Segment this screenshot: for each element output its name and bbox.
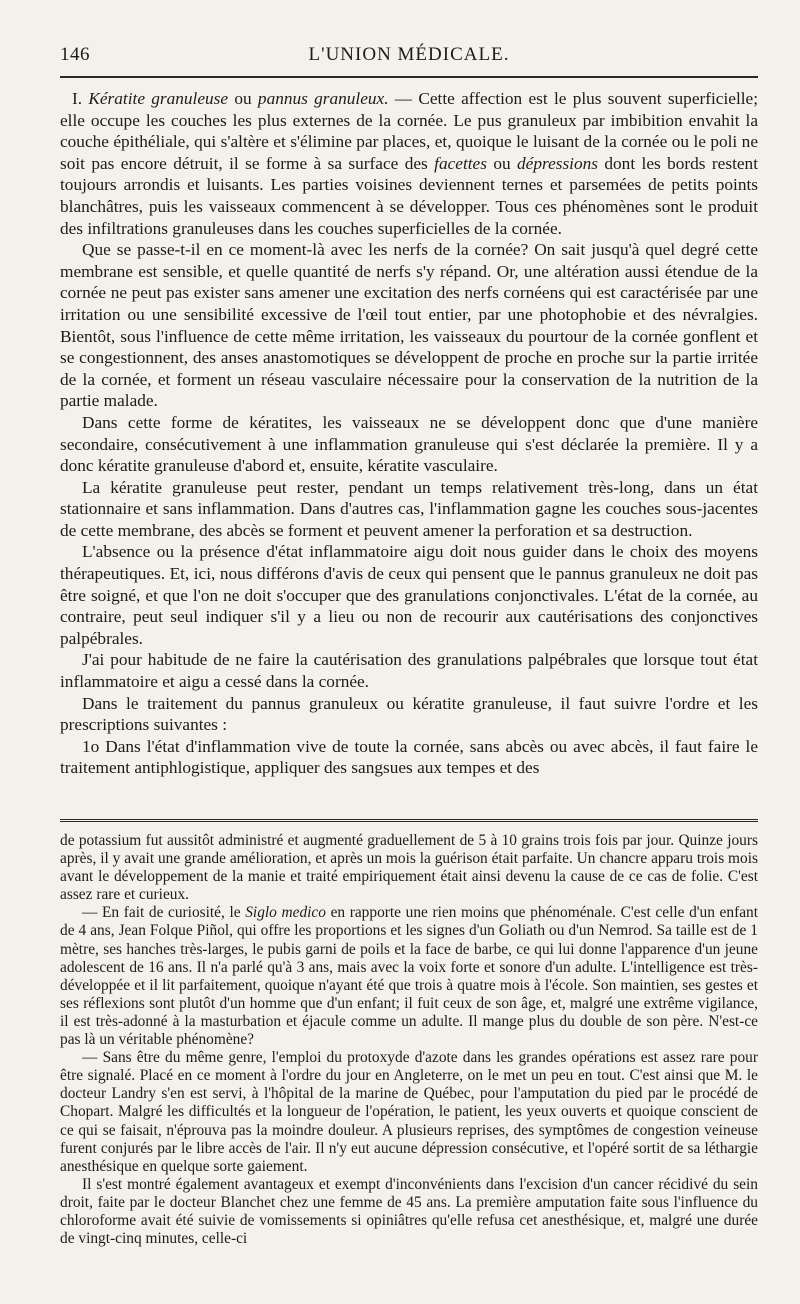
paragraph-inflammation-vive: 1o Dans l'état d'inflammation vive de toute la cornée, sans abcès ou avec abcès, il faut faire le traitement antiphlogistique, appliquer des sangsues aux tempes et des <box>60 736 758 778</box>
text-span: ou <box>228 89 258 108</box>
main-text <box>60 88 758 779</box>
text-span: ou <box>486 153 518 173</box>
paragraph-keratite-granuleuse <box>60 88 758 239</box>
paragraph-traitement: Dans le traitement du pannus granuleux ou kératite granuleuse, il faut suivre l'ordre et les prescriptions suivantes : <box>60 693 758 735</box>
page-number: 146 <box>60 44 90 65</box>
paragraph-cauterisation: J'ai pour habitude de ne faire la cautérisation des granulations palpébrales que lorsque tout état inflammatoire et aigu a cessé dans la cornée. <box>60 650 758 692</box>
text-span: — Cette affection est le plus souvent superficielle; elle occupe les couches les plus externes de la cornée. Le pus granuleux par imbibition envahit la couche épithéliale, qui s'altère et s'élimine par places, et, quoique le luisant de la cornée ou le poli ne soit pas encore détruit, il se forme à sa surface des <box>60 89 759 173</box>
footnote-rule <box>60 819 758 824</box>
journal-title: Siglo medico <box>245 904 326 922</box>
text-span: en rapporte une rien moins que phénoménale. C'est celle d'un enfant de 4 ans, Jean Folque Piñol, qui offre les proportions et les signes d'un Goliath ou d'un Nemrod. Sa taille est de 1 mètre, ses hanches très-larges, le pubis garni de poils et la face de barbe, ce qui lui donne l'apparence d'un jeune adolescent de 16 ans. Il n'a parlé qu'à 3 ans, mais avec la voix forte et sonore d'un adulte. L'intelligence est très-développée et il lit parfaitement, quoique n'ayant été que trois à quatre mois à l'école. Son maintien, ses gestes et ses réflexions sont plutôt d'un homme que d'un enfant; il fuit ceux de son âge, et, malgré une extrême vigilance, il est très-adonné à la masturbation et éjacule comme un adulte. Il mange plus du double de son père. N'est-ce pas là un véritable phénomène? <box>60 904 759 1049</box>
feuilleton-text <box>60 832 758 1248</box>
paragraph-therapeutique: L'absence ou la présence d'état inflammatoire aigu doit nous guider dans le choix des moyens thérapeutiques. Et, ici, nous différons d'avis de ceux qui pensent que le pannus granuleux ne doit pas être soigné, et que l'on ne doit s'occuper que des granulations conjonctivales. L'état de la cornée, au contraire, peut seul indiquer s'il y a lieu ou non de recourir aux cautérisations des conjonctives palpébrales. <box>60 542 758 648</box>
term-facettes: facettes <box>434 153 487 173</box>
note-siglo-medico <box>60 904 758 1049</box>
page-header <box>60 44 758 74</box>
running-title: L'UNION MÉDICALE. <box>308 44 510 65</box>
section-title-keratite: Kératite granuleuse <box>88 89 229 108</box>
header-rule <box>60 76 758 78</box>
term-depressions: dépressions <box>517 153 598 173</box>
section-title-pannus: pannus granuleux. <box>257 89 389 108</box>
note-potassium: de potassium fut aussitôt administré et augmenté graduellement de 5 à 10 grains trois fois par jour. Quinze jours après, il y avait une grande amélioration, et après un mois la guérison était parfaite. Un chancre apparu trois mois avant le développement de la manie et traité empiriquement était ainsi devenu la cause de ce cas de folie. C'est assez rare et curieux. <box>60 832 758 904</box>
text-span: dont les bords restent toujours arrondis et luisants. Les parties voisines deviennent ternes et parsemées de petits points blanchâtres, puis les vaisseaux commencent à se développer. Tous ces phénomènes sont le produit des infiltrations granuleuses dans les couches superficielles de la cornée. <box>60 153 758 238</box>
text-span: — En fait de curiosité, le <box>82 904 246 922</box>
paragraph-nerfs: Que se passe-t-il en ce moment-là avec les nerfs de la cornée? On sait jusqu'à quel degré cette membrane est sensible, et quelle quantité de nerfs s'y répand. Or, une altération aussi étendue de la cornée ne peut pas exister sans amener une excitation des nerfs cornéens qui est caractérisée par une irritation ou une sensibilité excessive de l'œil tout entier, par une photophobie et des névralgies. Bientôt, sous l'influence de cette même irritation, les vaisseaux du pourtour de la cornée gonflent et se congestionnent, des anses anastomotiques se développent de proche en proche sur la partie irritée de la cornée, et forment un réseau vasculaire nécessaire pour la conservation de la nutrition de la partie malade. <box>60 240 758 411</box>
paragraph-stationnaire: La kératite granuleuse peut rester, pendant un temps relativement très-long, dans un état stationnaire et sans inflammation. Dans d'autres cas, l'inflammation gagne les couches sous-jacentes de cette membrane, des abcès se forment et peuvent amener la perforation et sa destruction. <box>60 477 758 540</box>
section-number: I. <box>72 89 89 108</box>
note-excision-cancer: Il s'est montré également avantageux et exempt d'inconvénients dans l'excision d'un cancer récidivé du sein droit, faite par le docteur Blanchet chez une femme de 45 ans. La première amputation faite sous l'influence du chloroforme avait été suivie de vomissements si opiniâtres qu'elle refusa cet anesthésique, et, malgré une durée de vingt-cinq minutes, celle-ci <box>60 1175 758 1248</box>
paragraph-vaisseaux: Dans cette forme de kératites, les vaisseaux ne se développent donc que d'une manière secondaire, consécutivement à une inflammation granuleuse qui s'est déclarée la première. Il y a donc kératite granuleuse d'abord et, ensuite, kératite vasculaire. <box>60 412 758 476</box>
note-protoxyde-azote: — Sans être du même genre, l'emploi du protoxyde d'azote dans les grandes opérations est assez rare pour être signalé. Placé en ce moment à l'ordre du jour en Angleterre, on le met un peu en tout. C'est ainsi que M. le docteur Landry s'en est servi, à l'hôpital de la marine de Québec, pour l'amputation du pied par le procédé de Chopart. Malgré les difficultés et la longueur de l'opération, le patient, les yeux ouverts et quoique conscient de ce qui se faisait, n'éprouva pas la moindre douleur. A plusieurs reprises, des symptômes de congestion veineuse furent conjurés par le libre accès de l'air. Il n'y eut aucune dépression consécutive, et l'opéré sortit de sa léthargie anesthésique en quelque sorte gaiement. <box>60 1049 758 1175</box>
